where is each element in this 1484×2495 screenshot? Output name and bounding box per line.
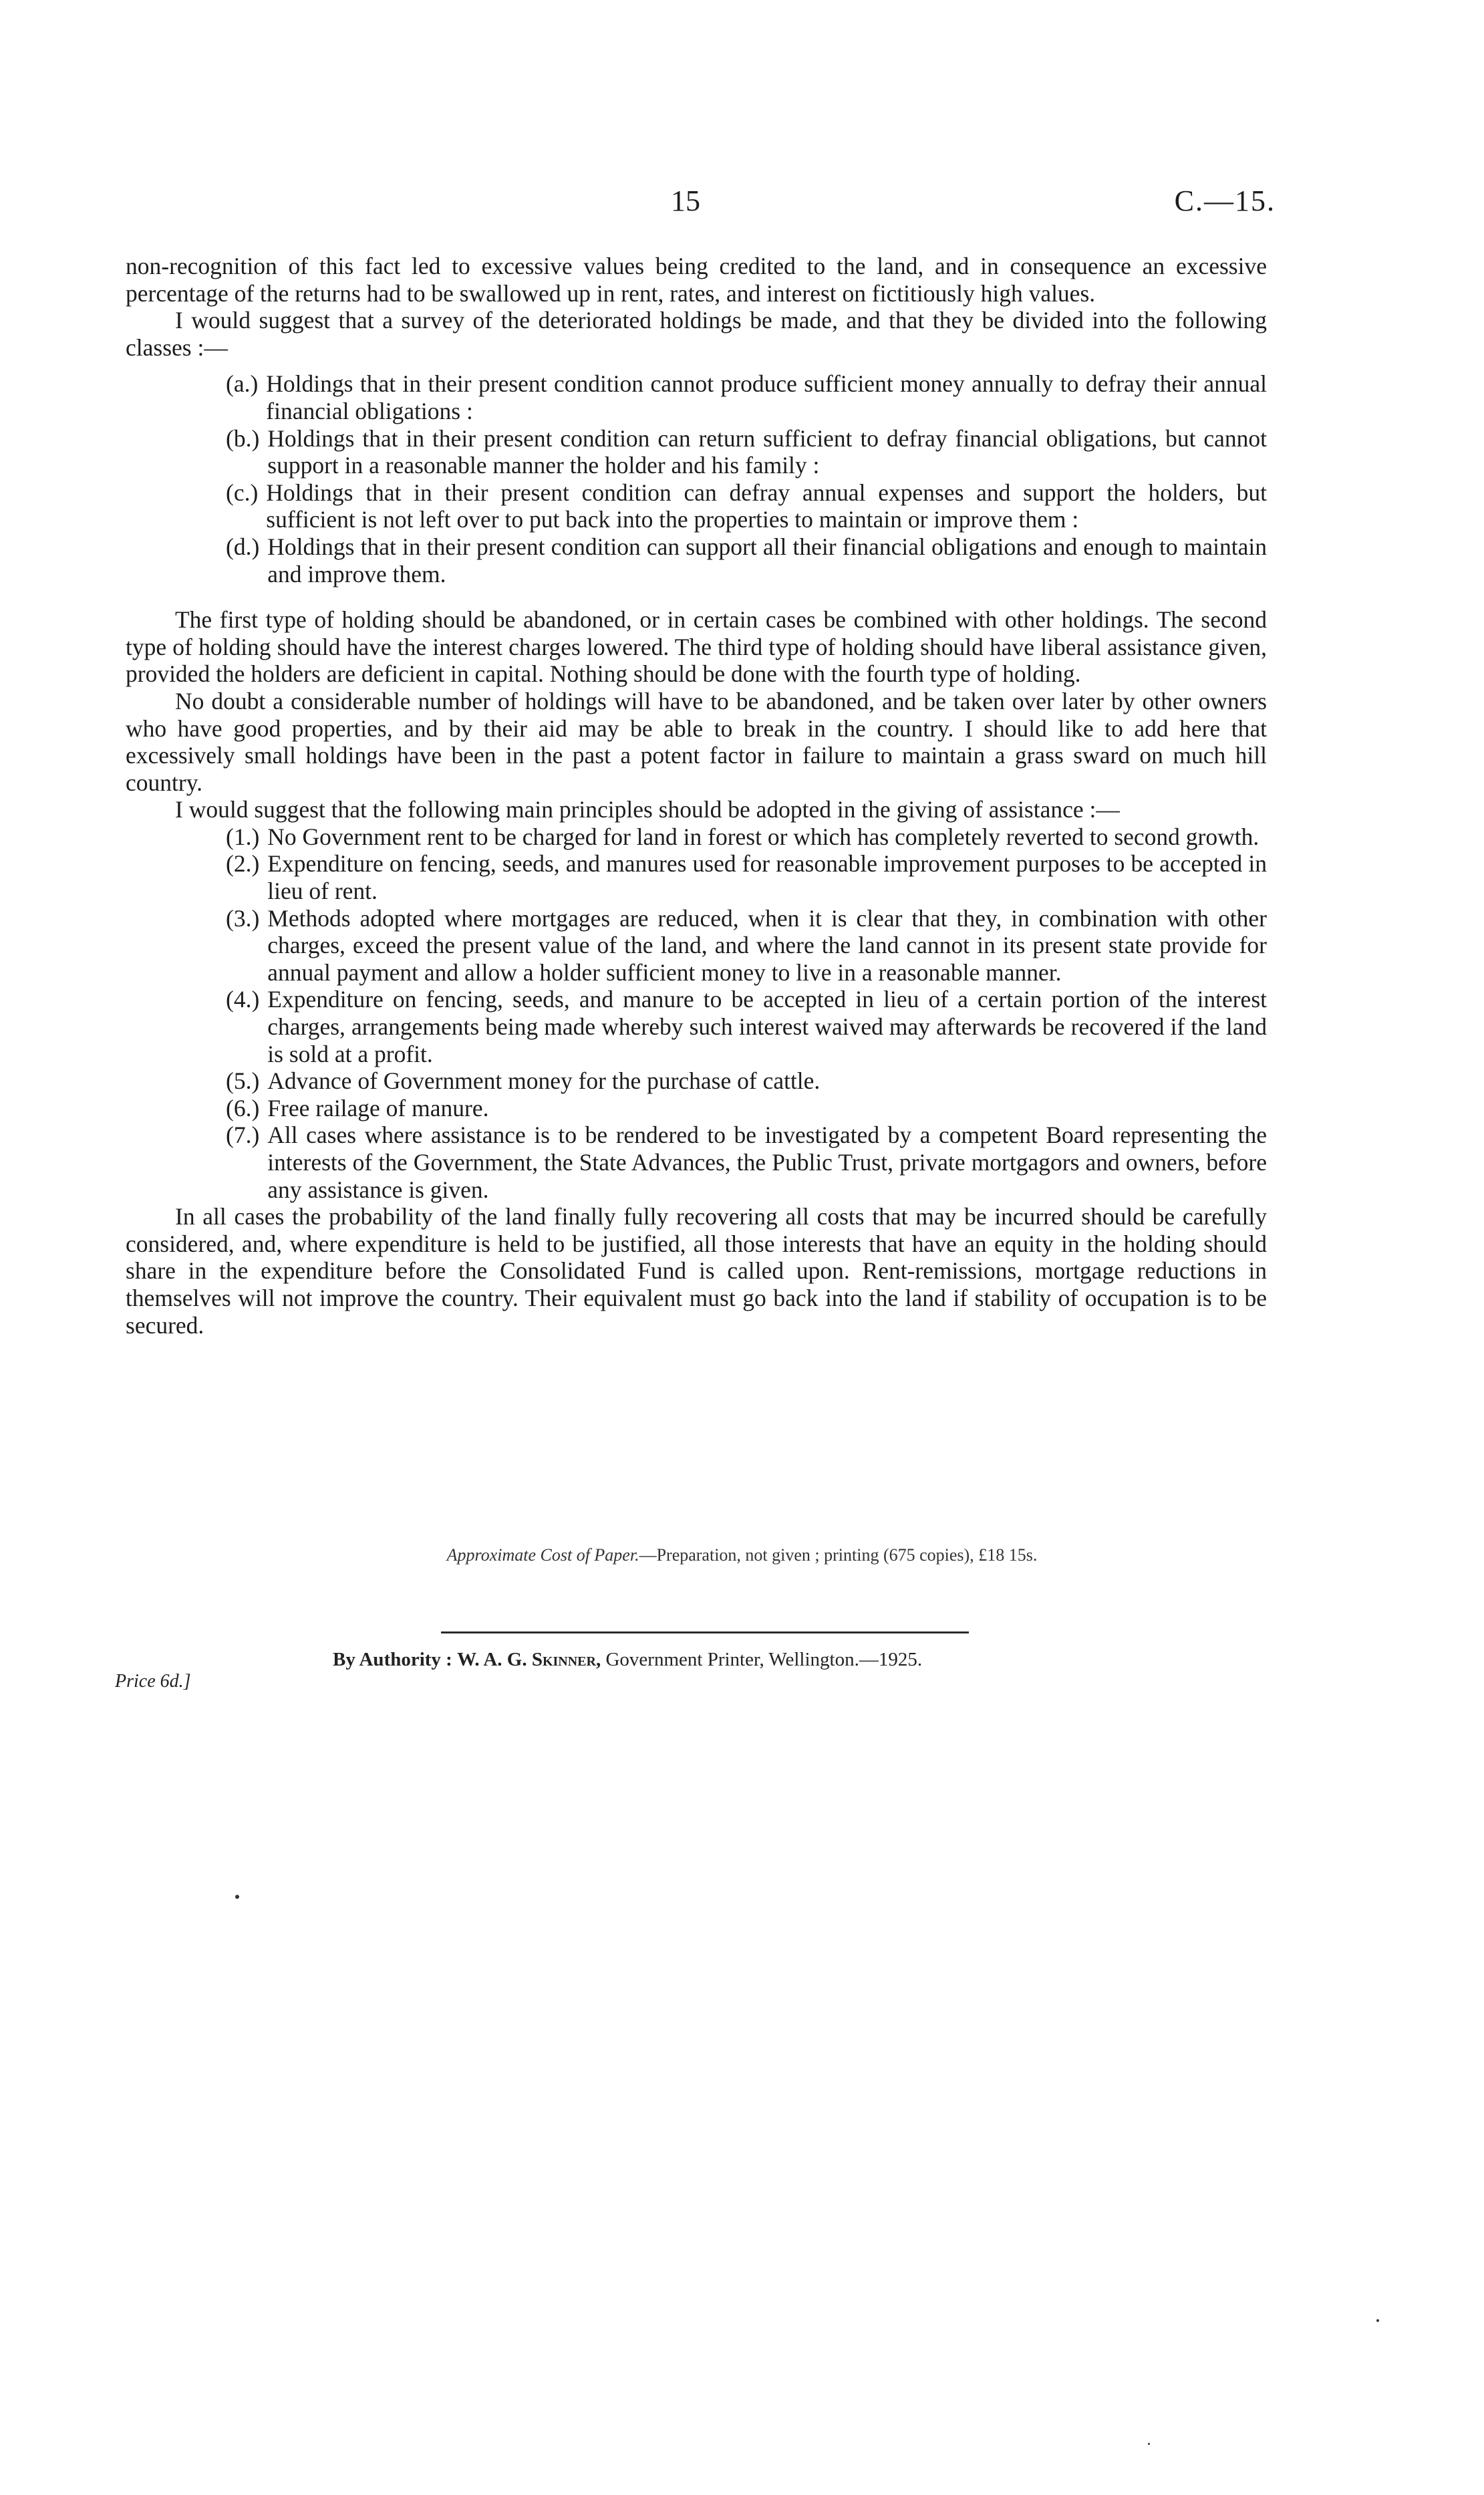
- list-item: [126, 905, 1267, 987]
- list-marker: (b.): [226, 424, 260, 452]
- list-item-text: No Government rent to be charged for land in forest or which has completely reverted to second growth.: [267, 823, 1259, 850]
- list-marker: (7.): [226, 1122, 260, 1149]
- cost-text: —Preparation, not given ; printing (675 copies), £18 15s.: [639, 1545, 1038, 1565]
- authority-line: [333, 1649, 922, 1671]
- list-item: [126, 479, 1267, 533]
- paragraph-holding-types: The first type of holding should be abandoned, or in certain cases be combined with other holdings. The second type of holding should have the interest charges lowered. The third type of holding should have liberal assistance given, provided the holders are deficient in capital. Nothing should be done with the fourth type of holding.: [126, 606, 1267, 688]
- list-marker: (c.): [226, 479, 259, 506]
- scan-speck: [1148, 2443, 1150, 2445]
- list-item: [126, 1122, 1267, 1203]
- holding-classes-list: [126, 370, 1267, 587]
- cost-label: Approximate Cost of Paper.: [446, 1545, 639, 1565]
- body-text: [126, 253, 1267, 1339]
- principles-list: [126, 823, 1267, 1203]
- authority-label: By Authority :: [333, 1649, 452, 1670]
- paragraph-continuation: non-recognition of this fact led to excessive values being credited to the land, and in consequence an excessive percentage of the returns had to be swallowed up in rent, rates, and interest on fictitiously high values.: [126, 253, 1267, 307]
- paper-reference: C.—15.: [1174, 184, 1276, 217]
- list-item-text: Holdings that in their present condition can support all their financial obligations and enough to maintain and improve them.: [267, 533, 1267, 587]
- list-item-text: Advance of Government money for the purchase of cattle.: [267, 1067, 821, 1095]
- list-item: [126, 986, 1267, 1067]
- list-marker: (1.): [226, 823, 260, 850]
- list-item: [126, 370, 1267, 424]
- scan-speck: [1376, 2319, 1379, 2322]
- list-item-text: Free railage of manure.: [267, 1094, 489, 1122]
- list-item: [126, 533, 1267, 587]
- page-number: 15: [671, 184, 700, 217]
- list-item-text: Methods adopted where mortgages are reduced, when it is clear that they, in combination with other charges, exceed the present value of the land, and where the land cannot in its present state provide for annual payment and allow a holder sufficient money to live in a reasonable manner.: [267, 904, 1267, 986]
- printer-details: Government Printer, Wellington.—1925.: [605, 1649, 923, 1670]
- list-item: [126, 425, 1267, 479]
- price-label: Price 6d.]: [115, 1671, 191, 1692]
- list-marker: (3.): [226, 904, 260, 932]
- list-marker: (2.): [226, 850, 260, 878]
- paragraph-abandonment: No doubt a considerable number of holdings will have to be abandoned, and be taken over later by other owners who have good properties, and by their aid may be able to break in the country. I should like to add here that excessively small holdings have been in the past a potent factor in failure to maintain a grass sward on much hill country.: [126, 687, 1267, 796]
- list-item-text: All cases where assistance is to be rendered to be investigated by a competent Board representing the interests of the Government, the State Advances, the Public Trust, private mortgagors and owners, before any assistance is given.: [267, 1122, 1267, 1203]
- list-item: [126, 850, 1267, 904]
- paragraph-conclusion: In all cases the probability of the land finally fully recovering all costs that may be incurred should be carefully considered, and, where expenditure is held to be justified, all those interests that have an equity in the holding should share in the expenditure before the Consolidated Fund is called upon. Rent-remissions, mortgage reductions in themselves will not improve the country. Their equivalent must go back into the land if stability of occupation is to be secured.: [126, 1203, 1267, 1339]
- cost-of-paper-note: [0, 1545, 1484, 1565]
- list-item: [126, 1067, 1267, 1095]
- list-marker: (a.): [226, 370, 259, 398]
- list-item-text: Expenditure on fencing, seeds, and manure to be accepted in lieu of a certain portion of the interest charges, arrangements being made whereby such interest waived may afterwards be recovered if the land is sold at a profit.: [267, 986, 1267, 1067]
- scan-speck: [235, 1895, 239, 1899]
- list-item-text: Holdings that in their present condition can return sufficient to defray financial obligations, but cannot support in a reasonable manner the holder and his family :: [267, 424, 1267, 479]
- printer-name: W. A. G. Skinner,: [457, 1649, 601, 1670]
- page-header: [0, 184, 1484, 224]
- list-marker: (4.): [226, 986, 260, 1013]
- paragraph-principles-intro: I would suggest that the following main principles should be adopted in the giving of assistance :—: [175, 796, 1120, 823]
- list-item-text: Holdings that in their present condition can defray annual expenses and support the holders, but sufficient is not left over to put back into the properties to maintain or improve them :: [266, 479, 1267, 533]
- list-marker: (6.): [226, 1094, 260, 1122]
- list-item: [126, 1095, 1267, 1122]
- list-item-text: Expenditure on fencing, seeds, and manures used for reasonable improvement purposes to be accepted in lieu of rent.: [267, 850, 1267, 905]
- list-item-text: Holdings that in their present condition cannot produce sufficient money annually to defray their annual financial obligations :: [266, 370, 1267, 424]
- paragraph-survey-suggestion: I would suggest that a survey of the deteriorated holdings be made, and that they be divided into the following classes :—: [126, 307, 1267, 361]
- divider-rule: [441, 1631, 969, 1633]
- list-marker: (5.): [226, 1067, 260, 1095]
- list-item: [126, 823, 1267, 851]
- list-marker: (d.): [226, 533, 260, 560]
